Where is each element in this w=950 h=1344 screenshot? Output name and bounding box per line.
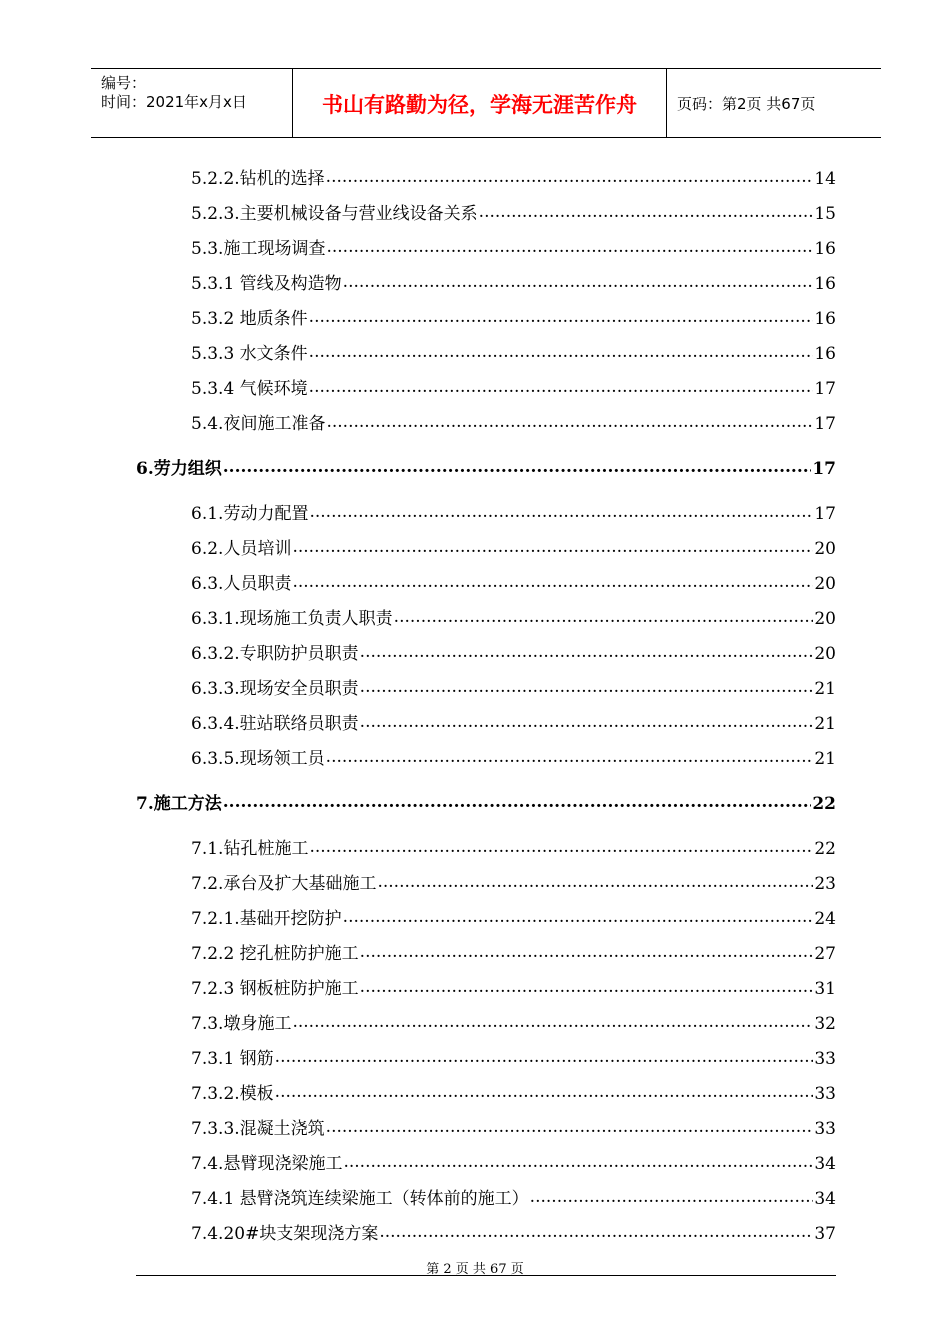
toc-dot-leader [326,1120,814,1134]
toc-entry-page-number: 24 [814,909,836,929]
toc-section-entry[interactable] [191,1154,836,1174]
toc-dot-leader [326,240,813,254]
toc-dot-leader [275,1050,814,1064]
header-center-cell [292,69,667,137]
toc-entry-title: 6.3.3.现场安全员职责 [191,679,359,699]
toc-entry-page-number: 23 [814,874,836,894]
toc-entry-page-number: 37 [814,1224,836,1244]
header-left-cell [91,69,292,137]
toc-entry-title: 6.3.人员职责 [191,574,292,594]
toc-entry-title: 6.劳力组织 [136,459,222,479]
toc-section-entry[interactable] [191,909,836,929]
document-code-label: 编号： [101,74,147,92]
toc-dot-leader [326,415,813,429]
toc-section-entry[interactable] [191,504,836,524]
toc-section-entry[interactable] [191,944,836,964]
toc-entry-page-number: 31 [814,979,836,999]
toc-section-entry[interactable] [191,574,836,594]
toc-entry-title: 7.4.20#块支架现浇方案 [191,1224,379,1244]
toc-entry-title: 5.3.1 管线及构造物 [191,274,342,294]
toc-entry-page-number: 16 [814,344,836,364]
footer-page-number: 第 2 页 共 67 页 [426,1262,524,1277]
toc-entry-title: 5.4.夜间施工准备 [191,414,326,434]
toc-dot-leader [292,575,813,589]
toc-entry-page-number: 33 [814,1119,836,1139]
toc-dot-leader [309,840,813,854]
toc-dot-leader [360,945,814,959]
toc-dot-leader [360,645,814,659]
header-right-cell [667,69,881,137]
toc-entry-title: 5.2.3.主要机械设备与营业线设备关系 [191,204,478,224]
toc-section-entry[interactable] [191,839,836,859]
toc-section-entry[interactable] [191,274,836,294]
toc-section-entry[interactable] [191,169,836,189]
toc-section-entry[interactable] [191,1189,836,1209]
toc-entry-page-number: 34 [814,1154,836,1174]
toc-entry-page-number: 33 [814,1049,836,1069]
toc-entry-page-number: 16 [814,274,836,294]
toc-entry-page-number: 21 [814,714,836,734]
toc-entry-title: 7.2.承台及扩大基础施工 [191,874,377,894]
header-motto: 书山有路勤为径，学海无涯苦作舟 [322,93,637,117]
toc-entry-page-number: 33 [814,1084,836,1104]
toc-section-entry[interactable] [191,414,836,434]
toc-section-entry[interactable] [191,679,836,699]
toc-dot-leader [360,715,814,729]
toc-section-entry[interactable] [191,979,836,999]
toc-dot-leader [309,505,813,519]
toc-entry-title: 5.3.2 地质条件 [191,309,308,329]
toc-dot-leader [379,1225,813,1239]
page-footer [0,1258,950,1277]
toc-dot-leader [309,310,814,324]
toc-chapter-entry[interactable] [136,794,836,814]
toc-entry-title: 7.3.2.模板 [191,1084,274,1104]
toc-section-entry[interactable] [191,1084,836,1104]
toc-entry-page-number: 16 [814,239,836,259]
toc-section-entry[interactable] [191,749,836,769]
toc-section-entry[interactable] [191,539,836,559]
toc-section-entry[interactable] [191,309,836,329]
toc-section-entry[interactable] [191,1014,836,1034]
toc-dot-leader [292,1015,813,1029]
toc-entry-title: 6.3.2.专职防护员职责 [191,644,359,664]
toc-dot-leader [479,205,814,219]
toc-entry-page-number: 20 [814,574,836,594]
header-page-label: 页码：第2页 共67页 [677,95,816,113]
toc-entry-title: 7.4.1 悬臂浇筑连续梁施工（转体前的施工） [191,1189,529,1209]
toc-entry-page-number: 21 [814,749,836,769]
toc-entry-title: 6.3.4.驻站联络员职责 [191,714,359,734]
toc-section-entry[interactable] [191,344,836,364]
toc-dot-leader [394,610,814,624]
toc-entry-title: 6.3.1.现场施工负责人职责 [191,609,393,629]
toc-dot-leader [309,380,814,394]
toc-entry-page-number: 21 [814,679,836,699]
toc-dot-leader [223,795,812,809]
toc-entry-title: 5.3.施工现场调查 [191,239,326,259]
toc-entry-title: 7.2.2 挖孔桩防护施工 [191,944,359,964]
toc-dot-leader [360,980,814,994]
toc-section-entry[interactable] [191,609,836,629]
toc-entry-page-number: 17 [812,459,836,479]
toc-section-entry[interactable] [191,379,836,399]
toc-entry-title: 7.3.墩身施工 [191,1014,292,1034]
toc-entry-title: 5.3.4 气候环境 [191,379,308,399]
toc-dot-leader [326,750,814,764]
toc-entry-title: 5.2.2.钻机的选择 [191,169,325,189]
toc-entry-page-number: 20 [814,644,836,664]
toc-entry-title: 7.3.3.混凝土浇筑 [191,1119,325,1139]
toc-entry-title: 5.3.3 水文条件 [191,344,308,364]
toc-entry-title: 6.3.5.现场领工员 [191,749,325,769]
toc-dot-leader [343,910,814,924]
toc-entry-page-number: 34 [814,1189,836,1209]
toc-entry-page-number: 15 [814,204,836,224]
toc-entry-page-number: 20 [814,609,836,629]
toc-section-entry[interactable] [191,1224,836,1244]
toc-entry-title: 7.施工方法 [136,794,222,814]
toc-entry-page-number: 17 [814,504,836,524]
toc-dot-leader [309,345,814,359]
toc-entry-title: 7.1.钻孔桩施工 [191,839,309,859]
toc-dot-leader [275,1085,814,1099]
toc-chapter-entry[interactable] [136,459,836,479]
toc-dot-leader [360,680,814,694]
toc-dot-leader [343,275,814,289]
toc-section-entry[interactable] [191,239,836,259]
toc-section-entry[interactable] [191,644,836,664]
toc-section-entry[interactable] [191,714,836,734]
toc-entry-page-number: 14 [814,169,836,189]
page-header [91,68,881,138]
toc-entry-page-number: 27 [814,944,836,964]
toc-entry-title: 7.3.1 钢筋 [191,1049,274,1069]
toc-entry-page-number: 16 [814,309,836,329]
toc-dot-leader [292,540,813,554]
toc-dot-leader [530,1190,814,1204]
toc-entry-page-number: 32 [814,1014,836,1034]
toc-section-entry[interactable] [191,204,836,224]
toc-section-entry[interactable] [191,874,836,894]
toc-section-entry[interactable] [191,1049,836,1069]
toc-dot-leader [223,460,812,474]
document-time-label: 时间：2021年x月x日 [101,93,247,111]
toc-entry-title: 6.2.人员培训 [191,539,292,559]
toc-entry-title: 6.1.劳动力配置 [191,504,309,524]
toc-dot-leader [326,170,814,184]
toc-entry-title: 7.2.1.基础开挖防护 [191,909,342,929]
toc-section-entry[interactable] [191,1119,836,1139]
toc-entry-title: 7.4.悬臂现浇梁施工 [191,1154,343,1174]
toc-dot-leader [343,1155,813,1169]
toc-dot-leader [377,875,813,889]
toc-entry-page-number: 20 [814,539,836,559]
toc-entry-page-number: 17 [814,414,836,434]
toc-entry-title: 7.2.3 钢板桩防护施工 [191,979,359,999]
toc-entry-page-number: 22 [812,794,836,814]
toc-entry-page-number: 22 [814,839,836,859]
toc-entry-page-number: 17 [814,379,836,399]
